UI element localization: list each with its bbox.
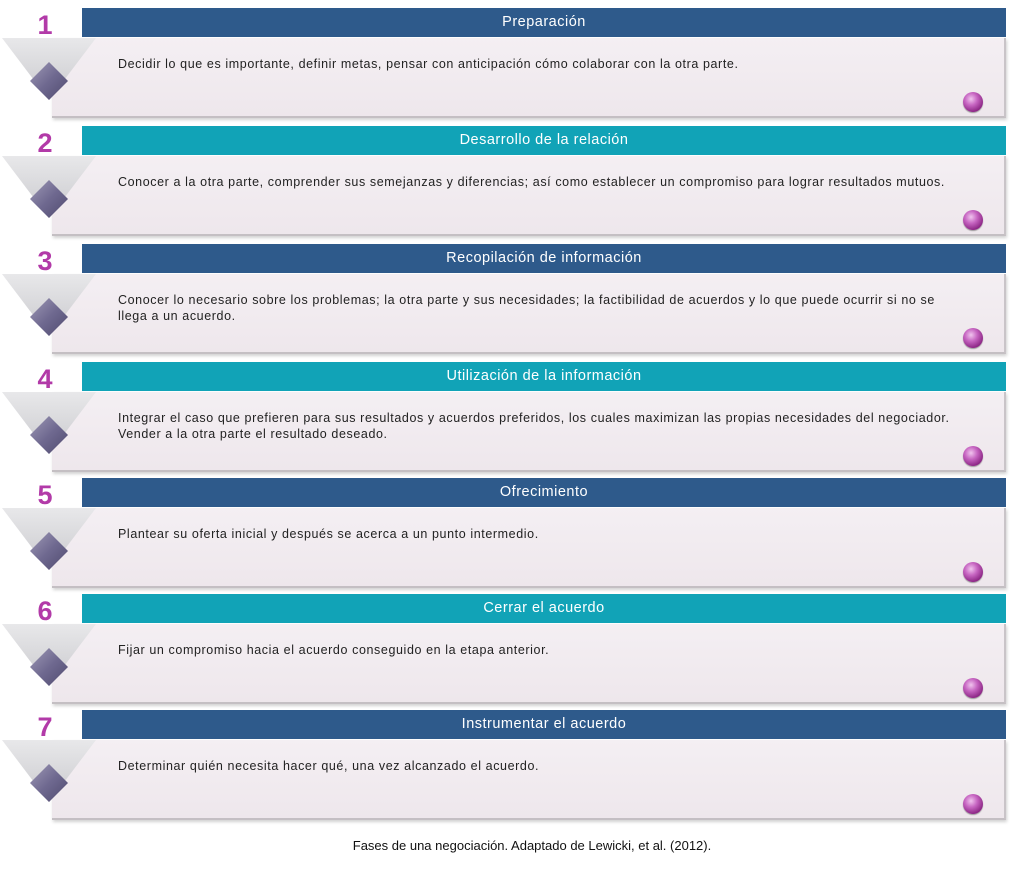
phase-step-7 [0, 710, 1024, 822]
phase-card [52, 740, 1006, 820]
phase-number: 3 [37, 246, 53, 276]
purple-bullet-icon [963, 210, 983, 230]
figure-caption: Fases de una negociación. Adaptado de Lewicki, et al. (2012). [352, 838, 712, 853]
phase-description: Determinar quién necesita hacer qué, una vez alcanzado el acuerdo. [118, 759, 540, 773]
phase-title-bar: Preparación [82, 8, 1006, 37]
down-arrow-icon [0, 732, 100, 807]
phase-number: 5 [37, 480, 53, 510]
phase-step-2 [0, 126, 1024, 238]
phase-step-3 [0, 244, 1024, 356]
down-arrow-icon [0, 616, 100, 691]
phase-description: Plantear su oferta inicial y después se acerca a un punto intermedio. [118, 527, 539, 541]
down-arrow-icon [0, 500, 100, 575]
phase-number: 6 [37, 596, 53, 626]
phase-card [52, 156, 1006, 236]
down-arrow-icon [0, 30, 100, 105]
phase-step-6 [0, 594, 1024, 706]
phase-description: Integrar el caso que prefieren para sus resultados y acuerdos preferidos, los cuales maximizan las propias necesidades del negociador. Vender a la otra parte el resultado deseado. [118, 411, 950, 441]
phase-number: 4 [37, 364, 53, 394]
phase-step-5 [0, 478, 1024, 590]
purple-bullet-icon [963, 794, 983, 814]
phase-step-1 [0, 8, 1024, 120]
purple-bullet-icon [963, 446, 983, 466]
down-arrow-icon [0, 266, 100, 341]
phase-description: Decidir lo que es importante, definir metas, pensar con anticipación cómo colaborar con la otra parte. [118, 57, 739, 71]
purple-bullet-icon [963, 562, 983, 582]
phase-description: Conocer lo necesario sobre los problemas; la otra parte y sus necesidades; la factibilidad de acuerdos y lo que puede ocurrir si no se llega a un acuerdo. [118, 293, 935, 323]
phase-title-bar: Desarrollo de la relación [82, 126, 1006, 155]
phase-title-bar: Cerrar el acuerdo [82, 594, 1006, 623]
down-arrow-icon [0, 384, 100, 459]
phase-title-bar: Ofrecimiento [82, 478, 1006, 507]
phase-card [52, 38, 1006, 118]
down-arrow-icon [0, 148, 100, 223]
phase-description: Fijar un compromiso hacia el acuerdo conseguido en la etapa anterior. [118, 643, 550, 657]
phase-number: 1 [37, 10, 53, 40]
phase-number: 7 [37, 712, 53, 742]
phase-title-bar: Recopilación de información [82, 244, 1006, 273]
phase-number: 2 [37, 128, 53, 158]
phase-card [52, 508, 1006, 588]
phase-title-bar: Instrumentar el acuerdo [82, 710, 1006, 739]
purple-bullet-icon [963, 678, 983, 698]
phase-step-4 [0, 362, 1024, 474]
phase-title-bar: Utilización de la información [82, 362, 1006, 391]
phase-card [52, 624, 1006, 704]
purple-bullet-icon [963, 328, 983, 348]
phase-description: Conocer a la otra parte, comprender sus semejanzas y diferencias; así como establecer un compromiso para lograr resultados mutuos. [118, 175, 945, 189]
purple-bullet-icon [963, 92, 983, 112]
